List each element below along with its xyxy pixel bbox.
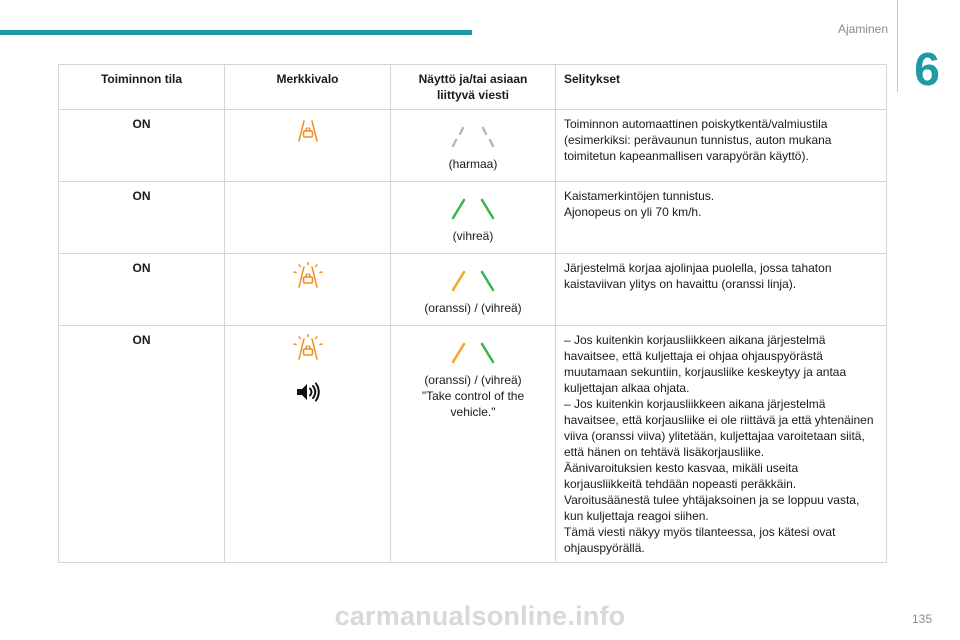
page-number: 135 — [911, 612, 932, 626]
display-message-text: "Take control of the — [421, 389, 525, 403]
watermark: carmanualsonline.info — [334, 601, 626, 631]
explanation-line: muutamaan sekuntiin, korjausliike keskeytyy ja antaa — [564, 365, 847, 379]
speaker-icon — [295, 382, 321, 402]
explanation-line: ohjauspyörällä. — [564, 541, 645, 555]
lane-assist-lamp-icon — [295, 118, 321, 144]
explanation-cell — [556, 254, 887, 326]
header-accent-bar — [0, 30, 472, 35]
explanation-cell — [556, 110, 887, 182]
header-indicator-lamp: Merkkivalo — [225, 65, 391, 110]
lane-lines-grey-icon — [448, 124, 498, 150]
indicator-lamp-cell — [225, 254, 391, 326]
display-message-cell — [391, 326, 556, 563]
explanation-line: kuljettajan alkaa ohjata. — [564, 381, 690, 395]
explanation-line: Ajonopeus on yli 70 km/h. — [564, 205, 702, 219]
table-header-row — [59, 65, 887, 110]
function-state: ON — [59, 254, 225, 326]
header-display-message: Näyttö ja/tai asiaan liittyvä viesti — [391, 65, 556, 110]
explanation-line: Toiminnon automaattinen poiskytkentä/valmiustila — [564, 117, 828, 131]
explanation-line: (esimerkiksi: perävaunun tunnistus, auton mukana — [564, 133, 832, 147]
indicator-lamp-cell — [225, 110, 391, 182]
display-caption: (harmaa) — [448, 157, 498, 171]
table-row — [59, 182, 887, 254]
explanation-line: korjausliikkeitä tehdään nopeasti peräkkäin. — [564, 477, 797, 491]
table-row — [59, 110, 887, 182]
lane-assist-flashing-lamp-icon — [293, 262, 323, 290]
explanation-line: Tämä viesti näkyy myös tilanteessa, jos kätesi ovat — [564, 525, 836, 539]
indicator-lamp-cell — [225, 326, 391, 563]
explanation-cell — [556, 326, 887, 563]
explanation-line: havaitsee, että kuljettaja ei ohjaa ohjauspyörästä — [564, 349, 823, 363]
lane-lines-green-icon — [448, 196, 498, 222]
lane-lines-orange-green-icon — [448, 340, 498, 366]
explanation-line: havaitsee, että korjausliike ei ole riittävä ja että yhtenäinen — [564, 413, 874, 427]
explanation-line: viiva (oranssi viiva) ylitetään, kuljettajaa varoitetaan siitä, — [564, 429, 865, 443]
table-row — [59, 254, 887, 326]
chapter-divider — [897, 0, 898, 92]
display-message-cell — [391, 182, 556, 254]
explanation-line: – Jos kuitenkin korjausliikkeen aikana järjestelmä — [564, 333, 826, 347]
explanation-line: Kaistamerkintöjen tunnistus. — [564, 189, 715, 203]
display-message-cell — [391, 254, 556, 326]
function-status-table — [58, 64, 887, 563]
header-explanations: Selitykset — [556, 65, 887, 110]
explanation-line: Varoitusäänestä tulee yhtäjaksoinen ja se loppuu vasta, — [564, 493, 860, 507]
lane-lines-orange-green-icon — [448, 268, 498, 294]
explanation-line: toimitetun kapeanmallisen varapyörän käyttö). — [564, 149, 809, 163]
display-caption: (oranssi) / (vihreä) — [424, 301, 522, 315]
indicator-lamp-cell — [225, 182, 391, 254]
explanation-line: kaistaviivan ylitys on havaittu (oranssi linja). — [564, 277, 797, 291]
display-message-cell — [391, 110, 556, 182]
explanation-line: kun kuljettaja reagoi siihen. — [564, 509, 709, 523]
explanation-line: – Jos kuitenkin korjausliikkeen aikana järjestelmä — [564, 397, 826, 411]
header-function-state: Toiminnon tila — [59, 65, 225, 110]
explanation-line: Järjestelmä korjaa ajolinjaa puolella, jossa tahaton — [564, 261, 832, 275]
table-row — [59, 326, 887, 563]
function-state: ON — [59, 110, 225, 182]
explanation-line: Äänivaroituksien kesto kasvaa, mikäli useita — [564, 461, 799, 475]
display-caption: (vihreä) — [452, 229, 494, 243]
lane-assist-flashing-lamp-icon — [293, 334, 323, 362]
chapter-number: 6 — [914, 43, 940, 95]
explanation-line: että hänen on tehtävä lisäkorjausliike. — [564, 445, 765, 459]
explanation-cell — [556, 182, 887, 254]
display-caption: (oranssi) / (vihreä) — [424, 373, 522, 387]
function-state: ON — [59, 182, 225, 254]
section-title: Ajaminen — [837, 22, 888, 36]
function-state: ON — [59, 326, 225, 563]
display-message-text: vehicle." — [450, 405, 496, 419]
